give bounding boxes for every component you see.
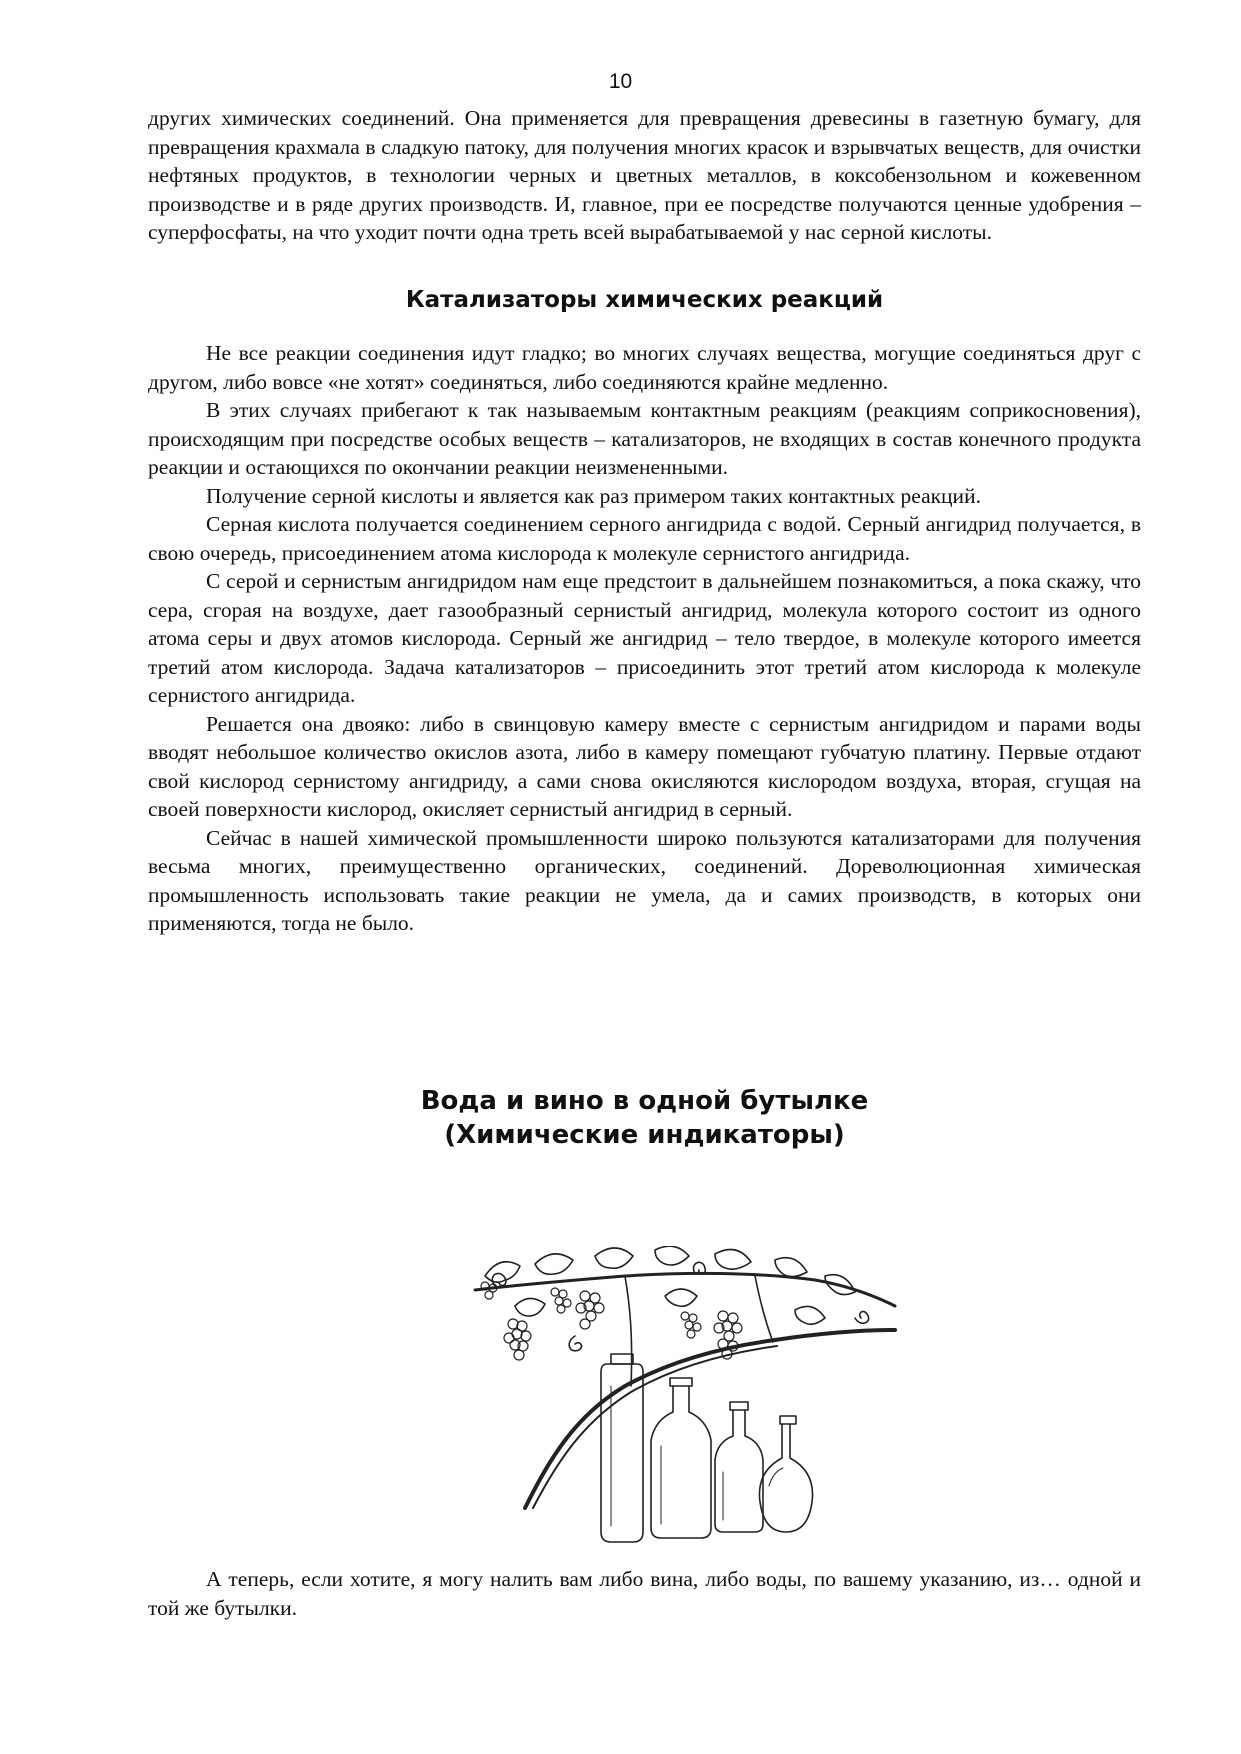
paragraph: Получение серной кислоты и является как раз примером таких контактных реакций. (206, 483, 981, 508)
section-indicators-text (148, 1565, 1141, 1622)
section-heading: Вода и вино в одной бутылке (420, 1086, 869, 1116)
paragraph: Решается она двояко: либо в свинцовую камеру вместе с сернистым ангидридом и парами воды вводят небольшое количество окислов азота, либо в камеру помещают губчатую платину. Первые отдают свой кислород сернистому ангидриду, а сами снова окисляются кислородом воздуха, вторая, сгущая на своей поверхности кислород, окисляет сернистый ангидрид в серный. (148, 711, 1141, 821)
section-subheading: (Химические индикаторы) (444, 1120, 845, 1150)
paragraph: В этих случаях прибегают к так называемым контактным реакциям (реакциям соприкосновения), происходящим при посредстве особых веществ – катализаторов, не входящих в состав конечного продукта реакции и остающихся по окончании реакции неизмененными. (148, 398, 1141, 479)
intro-text (148, 104, 1141, 247)
grapevine-bottles-illustration (455, 1246, 900, 1546)
paragraph: Сейчас в нашей химической промышленности широко пользуются катализаторами для получения весьма многих, преимущественно органических, соединений. Дореволюционная химическая промышленность использовать такие реакции не умела, да и самих производств, в которых они применяются, тогда не было. (148, 825, 1141, 935)
section-catalysts (148, 285, 1141, 938)
paragraph: других химических соединений. Она применяется для превращения древесины в газетную бумагу, для превращения крахмала в сладкую патоку, для получения многих красок и взрывчатых веществ, для очистки нефтяных продуктов, в технологии черных и цветных металлов, в коксобензольном и кожевенном производстве и в ряде других производств. И, главное, при ее посредстве получаются ценные удобрения – суперфосфаты, на что уходит почти одна треть всей вырабатываемой у нас серной кислоты. (148, 106, 1141, 244)
paragraph: С серой и сернистым ангидридом нам еще предстоит в дальнейшем познакомиться, а пока скажу, что сера, сгорая на воздухе, дает газообразный сернистый ангидрид, молекула которого состоит из одного атома серы и двух атомов кислорода. Серный же ангидрид – тело твердое, в молекуле которого имеется третий атом кислорода. Задача катализаторов – присоединить этот третий атом кислорода к молекуле сернистого ангидрида. (148, 569, 1141, 707)
paragraph: Не все реакции соединения идут гладко; во многих случаях вещества, могущие соединяться друг с другом, либо вовсе «не хотят» соединяться, либо соединяются крайне медленно. (148, 341, 1141, 394)
paragraph: А теперь, если хотите, я могу налить вам либо вина, либо воды, по вашему указанию, из… одной и той же бутылки. (148, 1567, 1141, 1620)
section-heading: Катализаторы химических реакций (405, 287, 884, 313)
section-indicators-heading (148, 1084, 1141, 1152)
page-number: 10 (608, 70, 633, 93)
paragraph: Серная кислота получается соединением серного ангидрида с водой. Серный ангидрид получается, в свою очередь, присоединением атома кислорода к молекуле сернистого ангидрида. (148, 512, 1141, 565)
